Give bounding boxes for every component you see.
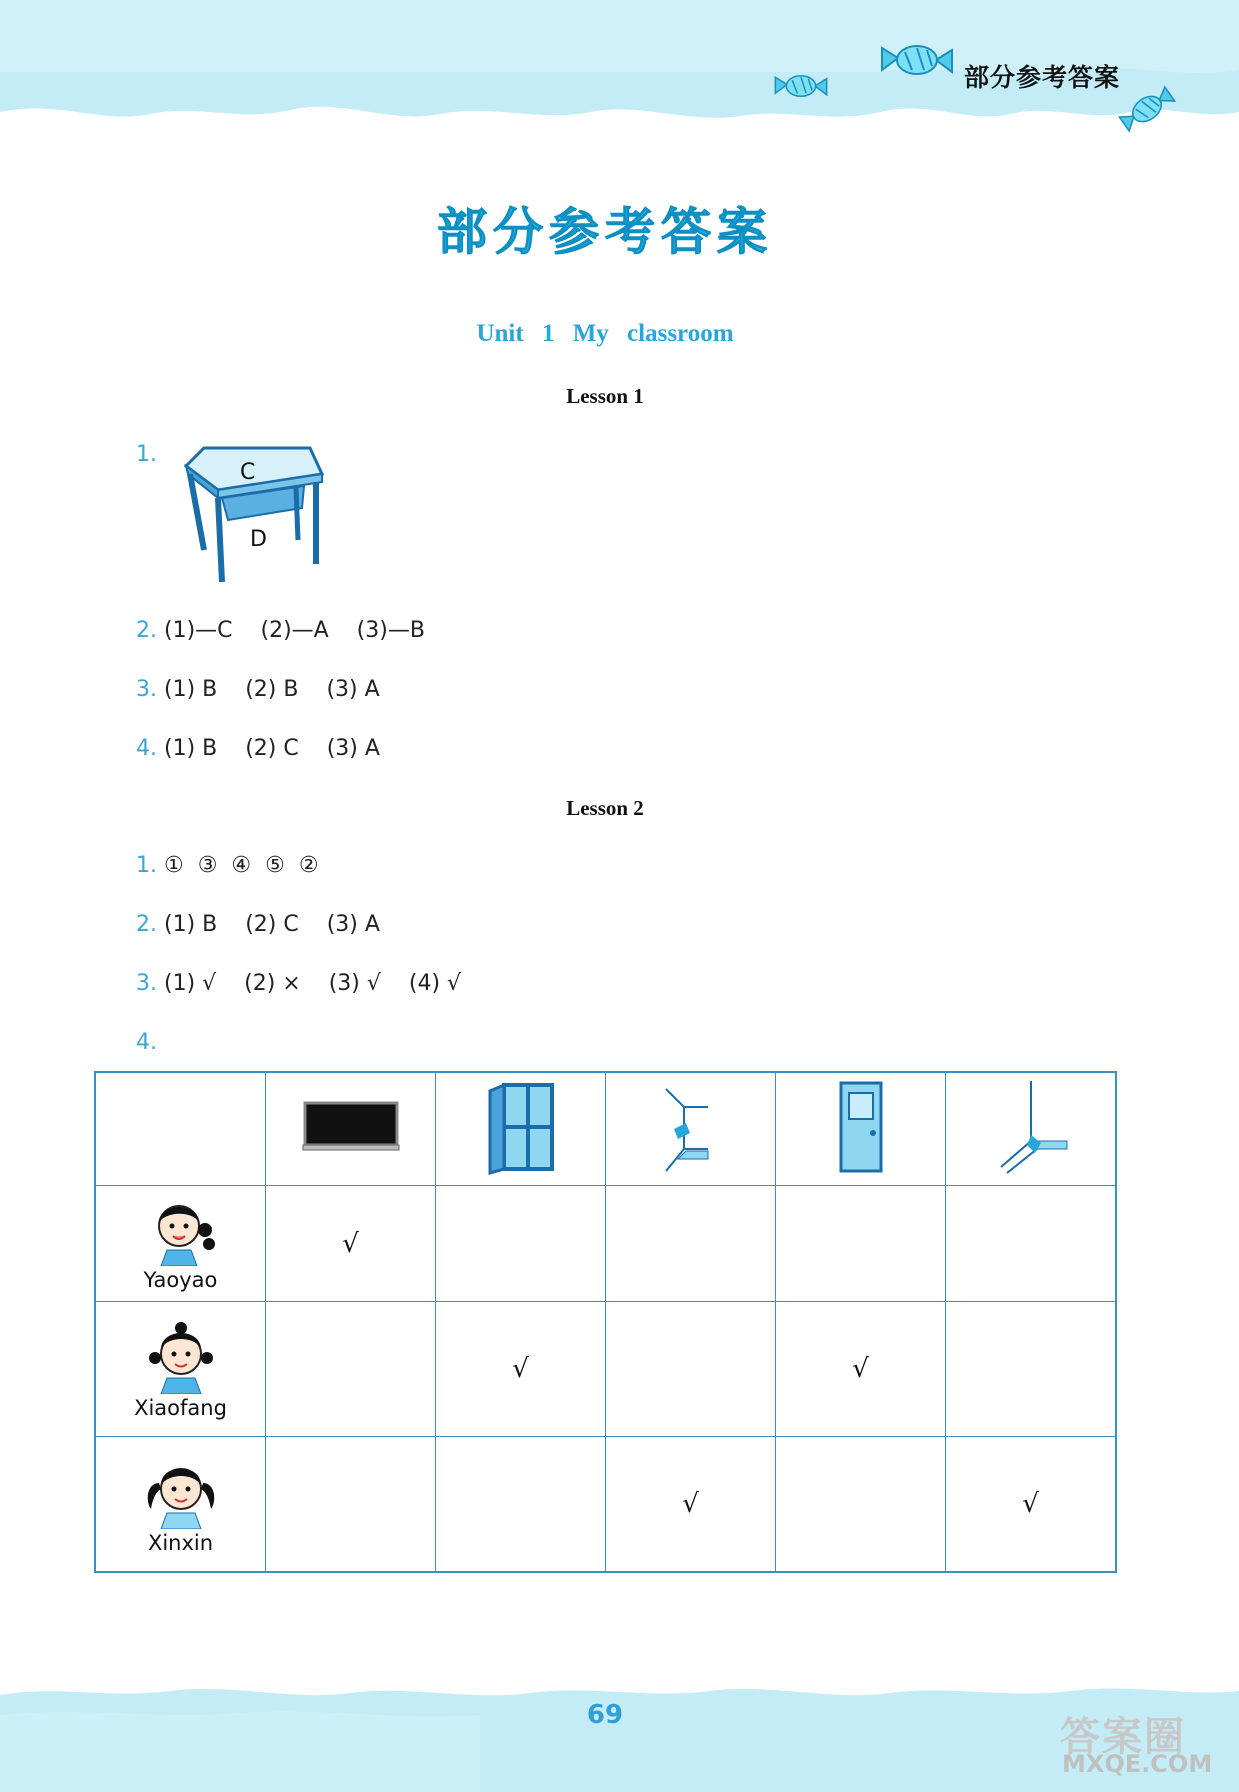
check-mark: √ (1022, 1489, 1039, 1519)
table-cell (606, 1186, 776, 1302)
check-mark: √ (342, 1228, 359, 1259)
header-label: 部分参考答案 (964, 63, 1121, 92)
table-header-cell (776, 1072, 946, 1186)
question-number: 4. (136, 1030, 157, 1055)
answer-line: 4. (1) B (2) C (3) A (136, 736, 380, 761)
lesson-heading: Lesson 1 (566, 384, 644, 408)
question-number: 1. (136, 442, 157, 467)
person-cell (95, 1302, 266, 1437)
table-corner-cell (95, 1072, 266, 1186)
table-cell (946, 1186, 1117, 1302)
page-title: 部分参考答案 (437, 203, 773, 261)
door-icon (831, 1077, 891, 1177)
person-name: Xinxin (147, 1531, 214, 1555)
watermark-logo: 答案圈 (1060, 1714, 1186, 1760)
person-name: Yaoyao (143, 1267, 218, 1292)
table-cell (606, 1437, 776, 1573)
unit-title: Unit 1 My classroom (476, 320, 734, 347)
candy-icon (768, 64, 834, 108)
girl-avatar-icon (139, 1318, 223, 1394)
candy-icon (872, 30, 962, 90)
desk-icon (182, 440, 332, 590)
answer-table (94, 1071, 1117, 1573)
table-cell (436, 1437, 606, 1573)
table-row (95, 1302, 1116, 1437)
answer-line: 1. ① ③ ④ ⑤ ② (136, 853, 319, 878)
person-name: Xiaofang (134, 1396, 227, 1420)
answer-line: 3. (1) B (2) B (3) A (136, 677, 380, 702)
table-cell (776, 1186, 946, 1302)
table-cell (946, 1302, 1117, 1437)
wall-corner-icon (656, 1079, 726, 1175)
lesson-heading: Lesson 2 (566, 796, 644, 820)
table-cell (606, 1302, 776, 1437)
table-header-cell (606, 1072, 776, 1186)
table-header-cell (266, 1072, 436, 1186)
table-cell (266, 1437, 436, 1573)
check-mark: √ (682, 1489, 699, 1519)
table-cell (436, 1302, 606, 1437)
table-cell (776, 1437, 946, 1573)
table-header-row (95, 1072, 1116, 1186)
desk-label-drawer: D (250, 527, 267, 552)
watermark-url: MXQE.COM (1062, 1750, 1213, 1778)
person-cell (95, 1186, 266, 1302)
candy-icon (1112, 80, 1182, 138)
girl-avatar-icon (139, 1196, 223, 1266)
check-mark: √ (852, 1354, 869, 1384)
table-cell (266, 1302, 436, 1437)
table-cell (776, 1302, 946, 1437)
table-cell (436, 1186, 606, 1302)
desk-label-top: C (240, 460, 256, 485)
floor-corner-icon (991, 1077, 1071, 1177)
table-header-cell (436, 1072, 606, 1186)
window-icon (486, 1079, 556, 1175)
blackboard-icon (301, 1099, 401, 1155)
person-cell (95, 1437, 266, 1573)
answer-line: 3. (1) √ (2) × (3) √ (4) √ (136, 971, 462, 996)
table-cell (946, 1437, 1117, 1573)
girl-avatar-icon (139, 1453, 223, 1529)
answer-line: 2. (1)—C (2)—A (3)—B (136, 618, 425, 643)
answer-line: 2. (1) B (2) C (3) A (136, 912, 380, 937)
table-row (95, 1437, 1116, 1573)
page-number: 69 (586, 1700, 624, 1730)
table-row (95, 1186, 1116, 1302)
check-mark: √ (512, 1354, 529, 1384)
table-header-cell (946, 1072, 1117, 1186)
table-cell (266, 1186, 436, 1302)
